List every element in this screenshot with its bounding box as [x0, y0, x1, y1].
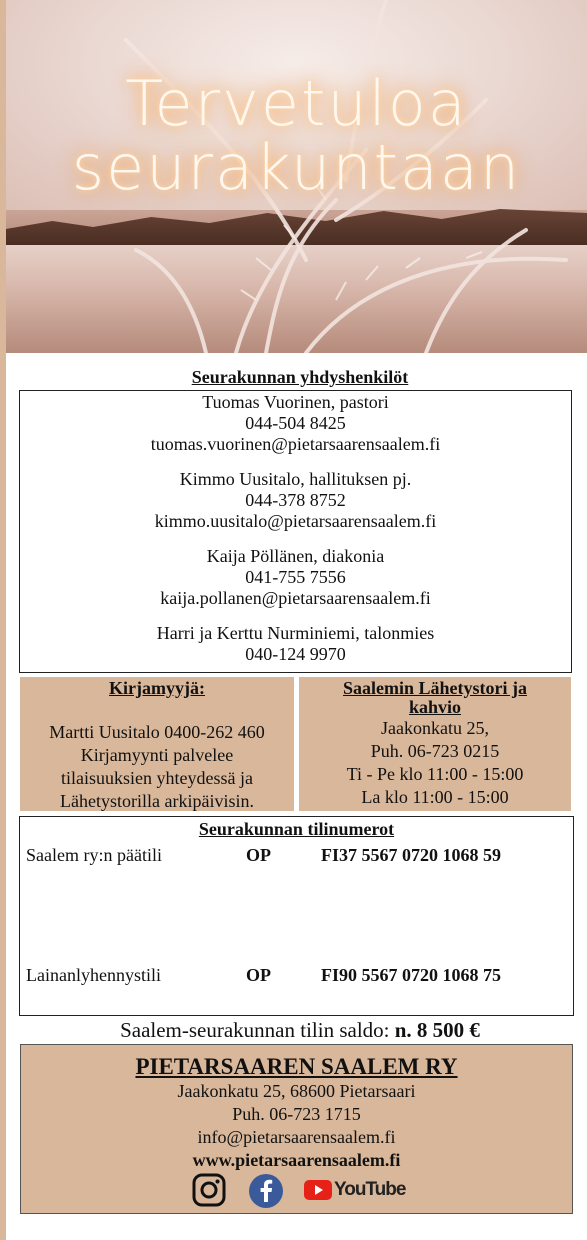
- social-links: [21, 1173, 572, 1209]
- organization-footer: [20, 1044, 573, 1214]
- contact-email[interactable]: tuomas.vuorinen@pietarsaarensaalem.fi: [150, 434, 441, 454]
- instagram-icon[interactable]: [192, 1173, 226, 1207]
- contact-phone: 040-124 9970: [245, 644, 346, 664]
- organization-phone: Puh. 06-723 1715: [232, 1104, 361, 1124]
- organization-name: PIETARSAAREN SAALEM RY: [135, 1054, 458, 1079]
- shop-hours-saturday: La klo 11:00 - 15:00: [361, 787, 509, 807]
- balance-label: Saalem-seurakunnan tilin saldo:: [120, 1018, 390, 1042]
- contact-name: Kaija Pöllänen, diakonia: [206, 546, 385, 566]
- hero-banner: [6, 0, 587, 353]
- shop-address: Jaakonkatu 25,: [381, 718, 489, 738]
- contact-phone: 041-755 7556: [245, 567, 346, 587]
- shop-phone: Puh. 06-723 0215: [370, 741, 500, 761]
- account-name: Saalem ry:n päätili: [26, 845, 162, 865]
- contact-email[interactable]: kimmo.uusitalo@pietarsaarensaalem.fi: [154, 511, 437, 531]
- contact-email[interactable]: kaija.pollanen@pietarsaarensaalem.fi: [160, 588, 431, 608]
- contact-phone: 044-504 8425: [245, 413, 346, 433]
- contacts-heading: Seurakunnan yhdyshenkilöt: [191, 367, 409, 387]
- bookseller-text: Kirjamyynti palvelee: [80, 745, 234, 765]
- bookseller-text: Lähetystorilla arkipäivisin.: [60, 791, 254, 811]
- contacts-box: [19, 390, 572, 673]
- organization-address: Jaakonkatu 25, 68600 Pietarsaari: [177, 1081, 416, 1101]
- account-iban: FI37 5567 0720 1068 59: [321, 845, 501, 865]
- youtube-label: YouTube: [334, 1179, 406, 1200]
- hero-title: [6, 67, 587, 204]
- hero-title-line1: Tervetuloa: [125, 67, 468, 140]
- contact-card: [20, 546, 571, 609]
- accounts-heading: Seurakunnan tilinumerot: [198, 819, 395, 839]
- shop-hours-weekdays: Ti - Pe klo 11:00 - 15:00: [346, 764, 524, 784]
- contact-name: Harri ja Kerttu Nurminiemi, talonmies: [156, 623, 435, 643]
- organization-website[interactable]: www.pietarsaarensaalem.fi: [192, 1150, 401, 1170]
- balance-value: n. 8 500 €: [394, 1018, 480, 1042]
- contact-phone: 044-378 8752: [245, 490, 346, 510]
- facebook-icon[interactable]: [248, 1173, 284, 1209]
- shop-title: Saalemin Lähetystori ja kahvio: [343, 678, 527, 717]
- contact-card: [20, 623, 571, 665]
- account-bank: OP: [246, 845, 271, 865]
- account-bank: OP: [246, 965, 271, 985]
- account-balance: [0, 1018, 587, 1043]
- bookseller-panel: [20, 677, 294, 811]
- bookseller-contact: Martti Uusitalo 0400-262 460: [49, 722, 265, 742]
- hero-title-line2: seurakuntaan: [71, 131, 522, 204]
- bookseller-title: Kirjamyyjä:: [109, 678, 205, 698]
- contact-name: Kimmo Uusitalo, hallituksen pj.: [179, 469, 412, 489]
- account-iban: FI90 5567 0720 1068 75: [321, 965, 501, 985]
- youtube-icon: [304, 1180, 332, 1200]
- bookseller-text: tilaisuuksien yhteydessä ja: [61, 768, 253, 788]
- contact-name: Tuomas Vuorinen, pastori: [202, 392, 389, 412]
- contact-card: [20, 392, 571, 455]
- bank-accounts-box: [19, 816, 574, 1016]
- contact-card: [20, 469, 571, 532]
- organization-email[interactable]: info@pietarsaarensaalem.fi: [197, 1127, 396, 1147]
- mission-shop-panel: [299, 677, 571, 811]
- account-name: Lainanlyhennystili: [26, 965, 161, 985]
